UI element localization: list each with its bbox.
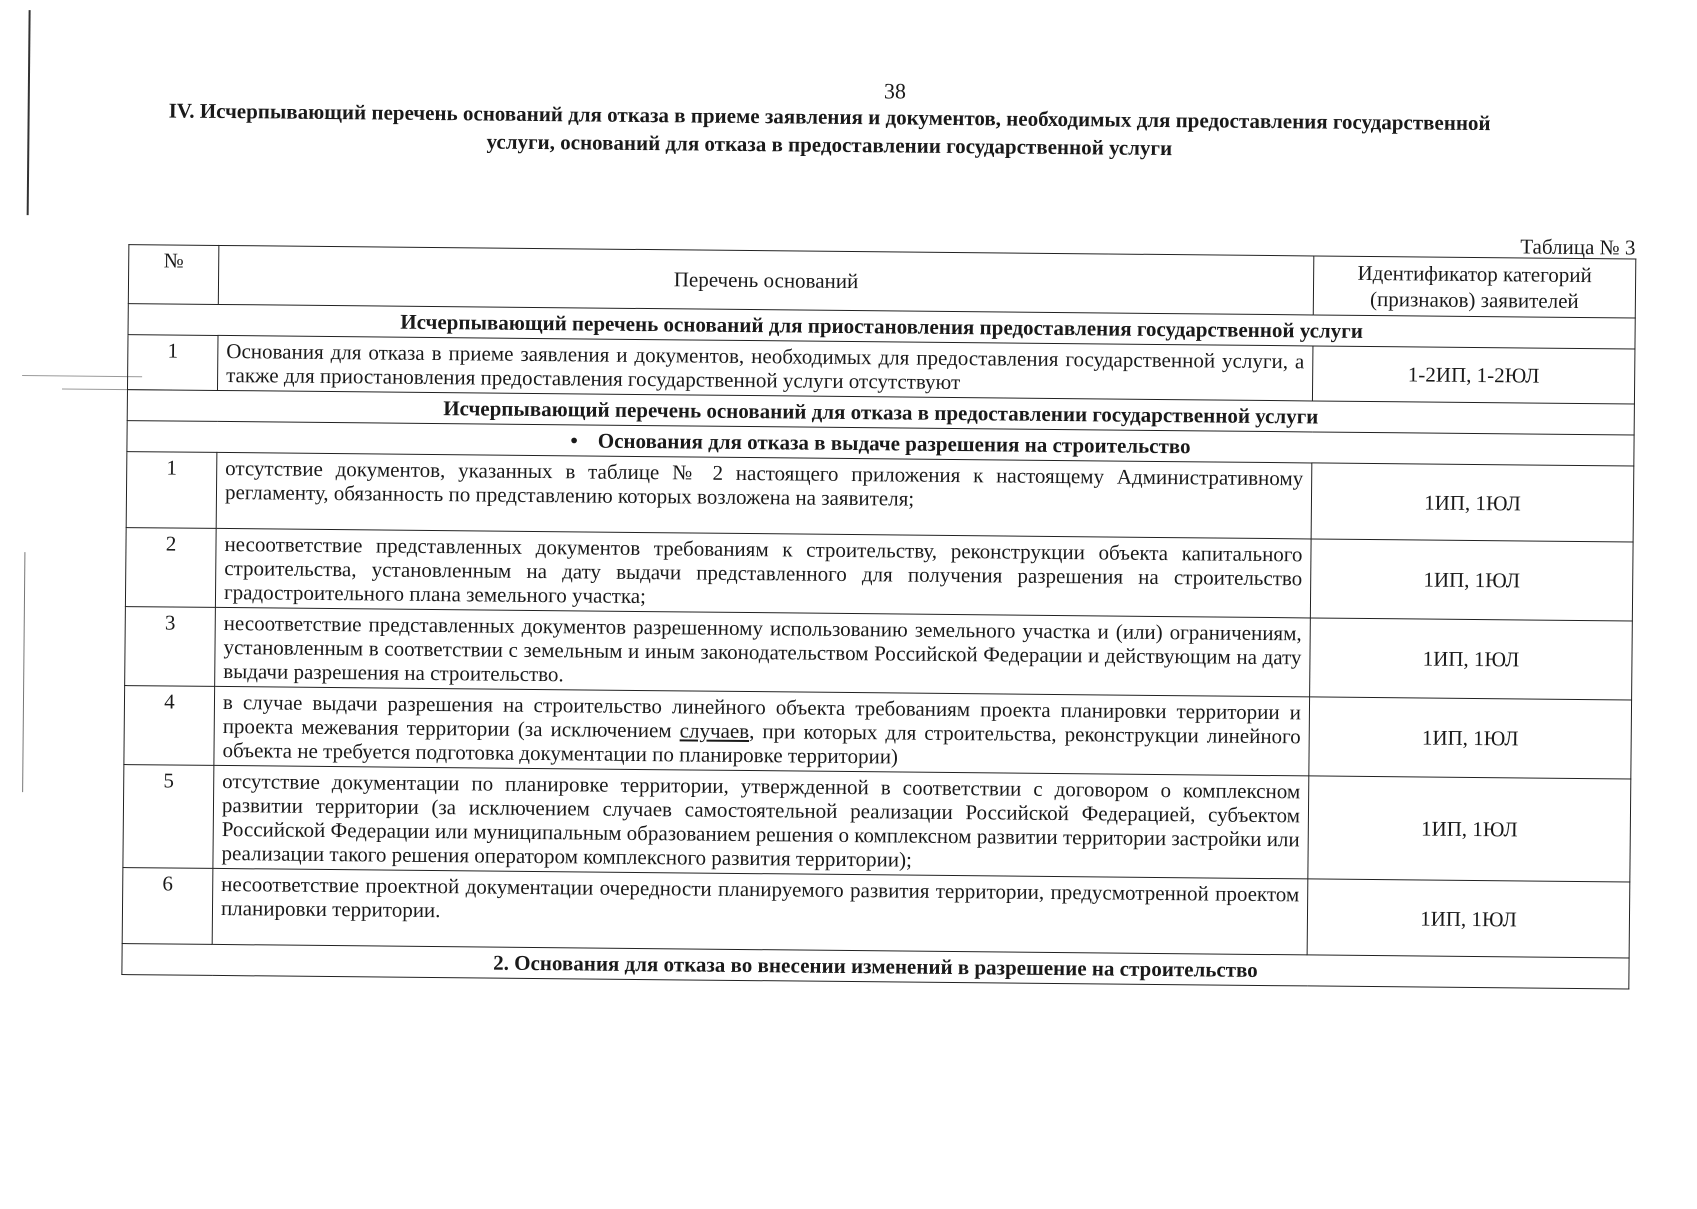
row-identifier: 1ИП, 1ЮЛ [1308,776,1631,882]
row-number: 2 [125,528,216,608]
row-text: несоответствие представленных документов требованиям к строительству, реконструкции объекта капитального строительства, установленным на дату выдачи представленного для получения разрешения на строительство градостроительного плана земельного участка; [215,528,1311,618]
header-number: № [128,245,219,305]
section-title: IV. Исчерпывающий перечень оснований для отказа в приеме заявления и документов, необходимых для предоставления государственной услуги, оснований для отказа в предоставлении государственной услуги [168,98,1491,161]
bullet-mark: • [570,428,578,453]
row-identifier: 1ИП, 1ЮЛ [1309,697,1632,779]
row-text: несоответствие представленных документов разрешенному использованию земельного участка и (или) ограничениям, установленным в соответствии с земельным и иным законодательством Российской Федерации и действующим на дату выдачи разрешения на строительство. [215,607,1311,697]
group-refusal-heading: Исчерпывающий перечень оснований для отказа в предоставлении государственной услуги [127,390,1634,435]
page-number: 38 [883,78,907,104]
table-row [123,765,1631,882]
row-identifier: 1ИП, 1ЮЛ [1311,463,1634,542]
binding-line [27,10,31,215]
row-identifier: 1ИП, 1ЮЛ [1307,879,1630,958]
table-row [125,528,1633,621]
row-text: отсутствие документации по планировке территории, утвержденной в соответствии с договором о комплексном развитии территории (за исключением случаев самостоятельной реализации Российской Федерацией, субъектом Российской Федерации или муниципальным образованием решения о комплексном развитии территории застройки или реализации такого решения оператором комплексного развития территории); [213,765,1309,879]
cases-link[interactable]: случаев [679,718,750,744]
group-suspension-heading: Исчерпывающий перечень оснований для приостановления предоставления государственной услуги [128,304,1635,349]
row-number: 5 [123,765,214,869]
row-number: 1 [127,335,218,391]
header-identifier: Идентификатор категорий (признаков) заявителей [1313,256,1636,318]
row-text: Основания для отказа в приеме заявления и документов, необходимых для предоставления государственной услуги, а также для приостановления предоставления государственной услуги отсутствуют [217,335,1312,401]
row-text-part: в случае выдачи разрешения на строительство линейного объекта требованиям проекта планировки территории и проекта межевания территории (за исключением [222,690,1302,743]
row-text [214,686,1310,776]
row-number: 4 [124,686,215,766]
header-reasons: Перечень оснований [218,245,1314,315]
table-row [126,452,1634,542]
row-number: 3 [125,607,216,687]
group-amendment-heading: 2. Основания для отказа во внесении изменений в разрешение на строительство [122,944,1629,989]
subgroup-permit-label: Основания для отказа в выдаче разрешения на строительство [597,428,1191,459]
row-text: отсутствие документов, указанных в таблице № 2 настоящего приложения к настоящему Административному регламенту, обязанность по представлению которых возложена на заявителя; [216,452,1312,539]
binding-line [22,552,25,792]
scan-artifact [22,375,142,377]
row-identifier: 1-2ИП, 1-2ЮЛ [1312,346,1635,404]
row-identifier: 1ИП, 1ЮЛ [1310,539,1633,621]
row-number: 1 [126,452,217,529]
row-text: несоответствие проектной документации очередности планируемого развития территории, предусмотренной проектом планировки территории. [212,868,1308,955]
row-text-part: , при которых для строительства, реконструкции линейного объекта не требуется подготовка документации по планировке территории) [222,719,1301,769]
row-identifier: 1ИП, 1ЮЛ [1310,618,1633,700]
table-row [122,868,1630,958]
row-number: 6 [122,868,213,945]
table-row [124,686,1632,779]
table-row [125,607,1633,700]
reasons-table [121,244,1636,989]
table-caption: Таблица № 3 [1520,234,1636,260]
